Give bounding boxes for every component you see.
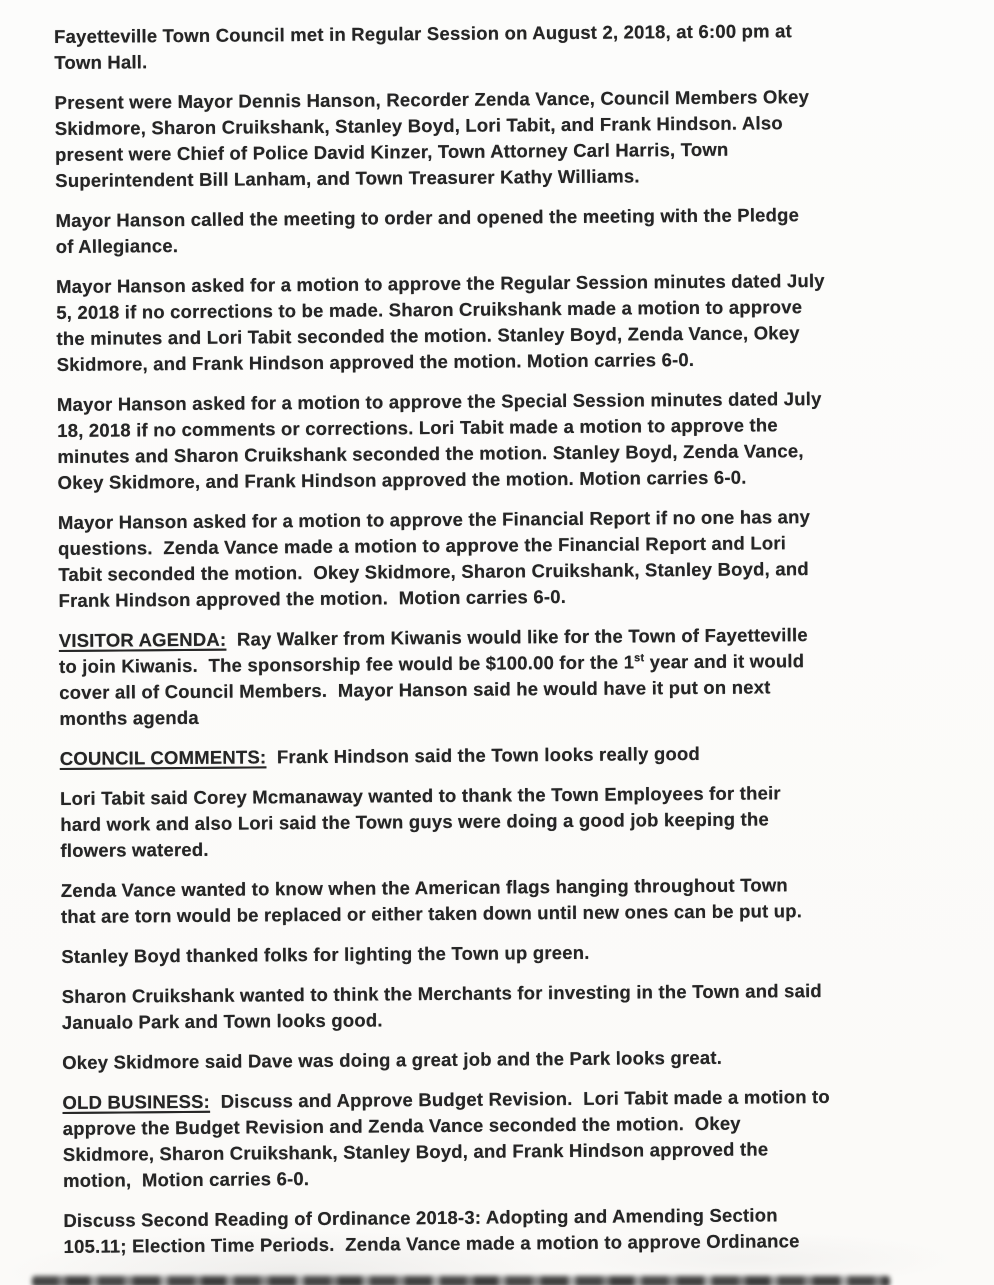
minutes-text-block bbox=[54, 17, 994, 1274]
paragraph-financial-report-motion: Mayor Hanson asked for a motion to approve the Financial Report if no one has any questions. Zenda Vance made a motion to approve the Financial Report and Lori Tabit seconded the motion. Okey Skidmore, Sharon Cruikshank, Stanley Boyd, and Frank Hindson approved the motion. Motion carries 6-0. bbox=[57, 506, 811, 611]
old-business-heading: OLD BUSINESS: bbox=[62, 1090, 211, 1113]
paragraph-comment-okey-skidmore: Okey Skidmore said Dave was doing a great job and the Park looks great. bbox=[62, 1046, 723, 1073]
paragraph-text: Frank Hindson said the Town looks really good bbox=[266, 742, 700, 768]
paragraph-special-session-minutes-motion: Mayor Hanson asked for a motion to approve the Special Session minutes dated July 18, 2018 if no comments or corrections. Lori Tabit made a motion to approve the minutes and Sharon Cruikshank seconded the motion. Stanley Boyd, Zenda Vance, Okey Skidmore, and Frank Hindson approved the motion. Motion carries 6-0. bbox=[56, 387, 822, 493]
paragraph-session-opening: Fayetteville Town Council met in Regular Session on August 2, 2018, at 6:00 pm at Town Hall. bbox=[54, 20, 793, 73]
paragraph-ordinance-second-reading: Discuss Second Reading of Ordinance 2018-3: Adopting and Amending Section 105.11; Election Time Periods. Zenda Vance made a motion to approve Ordinance bbox=[63, 1204, 800, 1257]
paragraph-call-to-order: Mayor Hanson called the meeting to order and opened the meeting with the Pledge of Allegiance. bbox=[55, 204, 800, 257]
paragraph-comment-stanley-boyd: Stanley Boyd thanked folks for lighting the Town up green. bbox=[61, 941, 590, 967]
paragraph-attendance: Present were Mayor Dennis Hanson, Recorder Zenda Vance, Council Members Okey Skidmore, Sharon Cruikshank, Stanley Boyd, Lori Tabit, and Frank Hindson. Also present were Chief of Police David Kinzer, Town Attorney Carl Harris, Town Superintendent Bill Lanham, and Town Treasurer Kathy Williams. bbox=[54, 86, 810, 191]
paragraph-text: year and it would cover all of Council Members. Mayor Hanson said he would have it put on next months agenda bbox=[59, 650, 805, 729]
paragraph-comment-sharon-cruikshank: Sharon Cruikshank wanted to think the Merchants for investing in the Town and said Janualo Park and Town looks good. bbox=[61, 979, 822, 1033]
paragraph-visitor-agenda bbox=[59, 621, 994, 732]
ordinal-superscript: st bbox=[634, 652, 645, 665]
paragraph-council-comments bbox=[60, 739, 994, 772]
council-comments-heading: COUNCIL COMMENTS: bbox=[59, 746, 267, 769]
paragraph-comment-lori-tabit: Lori Tabit said Corey Mcmanaway wanted to thank the Town Employees for their hard work and also Lori said the Town guys were doing a good job keeping the flowers watered. bbox=[60, 782, 781, 861]
visitor-agenda-heading: VISITOR AGENDA: bbox=[58, 628, 227, 651]
paragraph-regular-session-minutes-motion: Mayor Hanson asked for a motion to approve the Regular Session minutes dated July 5, 2018 if no corrections to be made. Sharon Cruikshank made a motion to approve the minutes and Lori Tabit seconded the motion. Stanley Boyd, Zenda Vance, Okey Skidmore, and Frank Hindson approved the motion. Motion carries 6-0. bbox=[55, 269, 825, 375]
scan-artifact-smudge bbox=[32, 1276, 890, 1285]
paragraph-comment-zenda-vance: Zenda Vance wanted to know when the American flags hanging throughout Town that are torn would be replaced or either taken down until new ones can be put up. bbox=[60, 874, 803, 927]
paragraph-text: Ray Walker from Kiwanis would like for the Town of Fayetteville to join Kiwanis. The sponsorship fee would be $100.00 for the 1 bbox=[58, 624, 808, 677]
paragraph-old-business bbox=[62, 1083, 994, 1194]
paragraph-text: Discuss and Approve Budget Revision. Lori Tabit made a motion to approve the Budget Revision and Zenda Vance seconded the motion. Okey Skidmore, Sharon Cruikshank, Stanley Boyd, and Frank Hindson approved the motion, Motion carries 6-0. bbox=[62, 1085, 830, 1191]
